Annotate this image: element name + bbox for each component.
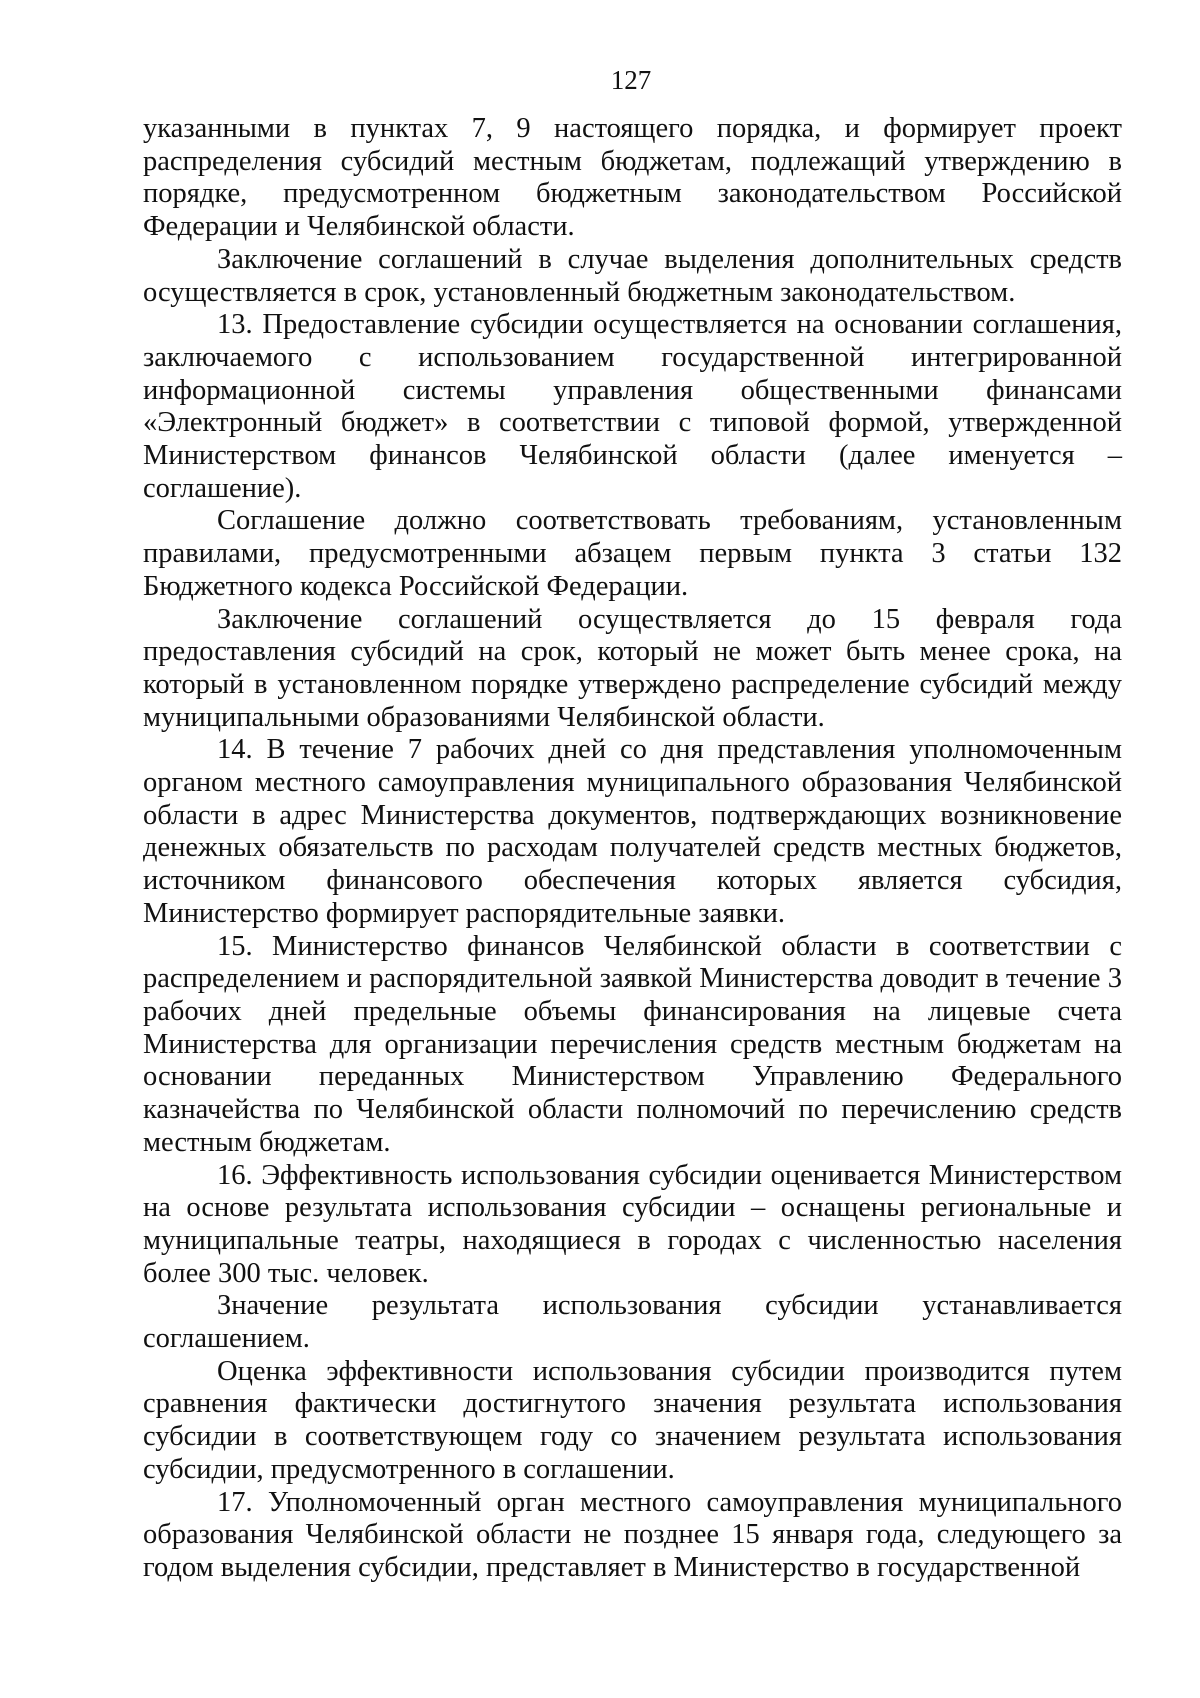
paragraph-agreement-deadline: Заключение соглашений осуществляется до 15 февраля года предоставления субсидий на срок, который не может быть менее срока, на который в установленном порядке утверждено распределение субсидий между муниципальными образованиями Челябинской области. [143,603,1122,733]
page-number: 127 [610,65,652,95]
paragraph-item-17: 17. Уполномоченный орган местного самоуправления муниципального образования Челябинской области не позднее 15 января года, следующего за годом выделения субсидии, представляет в Министерство в государственной [143,1486,1122,1583]
paragraph-item-16: 16. Эффективность использования субсидии оценивается Министерством на основе результата использования субсидии – оснащены региональные и муниципальные театры, находящиеся в городах с численностью населения более 300 тыс. человек. [143,1159,1122,1289]
paragraph-agreement-requirements: Соглашение должно соответствовать требованиям, установленным правилами, предусмотренными абзацем первым пункта 3 статьи 132 Бюджетного кодекса Российской Федерации. [143,505,1122,602]
paragraph-item-13: 13. Предоставление субсидии осуществляется на основании соглашения, заключаемого с использованием государственной интегрированной информационной системы управления общественными финансами «Электронный бюджет» в соответствии с типовой формой, утвержденной Министерством финансов Челябинской области (далее именуется – соглашение). [143,309,1122,504]
paragraph-result-value: Значение результата использования субсидии устанавливается соглашением. [143,1290,1122,1355]
paragraph-efficiency-evaluation: Оценка эффективности использования субсидии производится путем сравнения фактически достигнутого значения результата использования субсидии в соответствующем году со значением результата использования субсидии, предусмотренного в соглашении. [143,1355,1122,1485]
paragraph-additional-funds: Заключение соглашений в случае выделения дополнительных средств осуществляется в срок, установленный бюджетным законодательством. [143,243,1122,308]
paragraph-continuation: указанными в пунктах 7, 9 настоящего порядка, и формирует проект распределения субсидий местным бюджетам, подлежащий утверждению в порядке, предусмотренном бюджетным законодательством Российской Федерации и Челябинской области. [143,113,1122,243]
document-body [143,113,1122,1585]
paragraph-item-14: 14. В течение 7 рабочих дней со дня представления уполномоченным органом местного самоуправления муниципального образования Челябинской области в адрес Министерства документов, подтверждающих возникновение денежных обязательств по расходам получателей средств местных бюджетов, источником финансового обеспечения которых является субсидия, Министерство формирует распорядительные заявки. [143,734,1122,929]
paragraph-item-15: 15. Министерство финансов Челябинской области в соответствии с распределением и распорядительной заявкой Министерства доводит в течение 3 рабочих дней предельные объемы финансирования на лицевые счета Министерства для организации перечисления средств местным бюджетам на основании переданных Министерством Управлению Федерального казначейства по Челябинской области полномочий по перечислению средств местным бюджетам. [143,930,1122,1158]
